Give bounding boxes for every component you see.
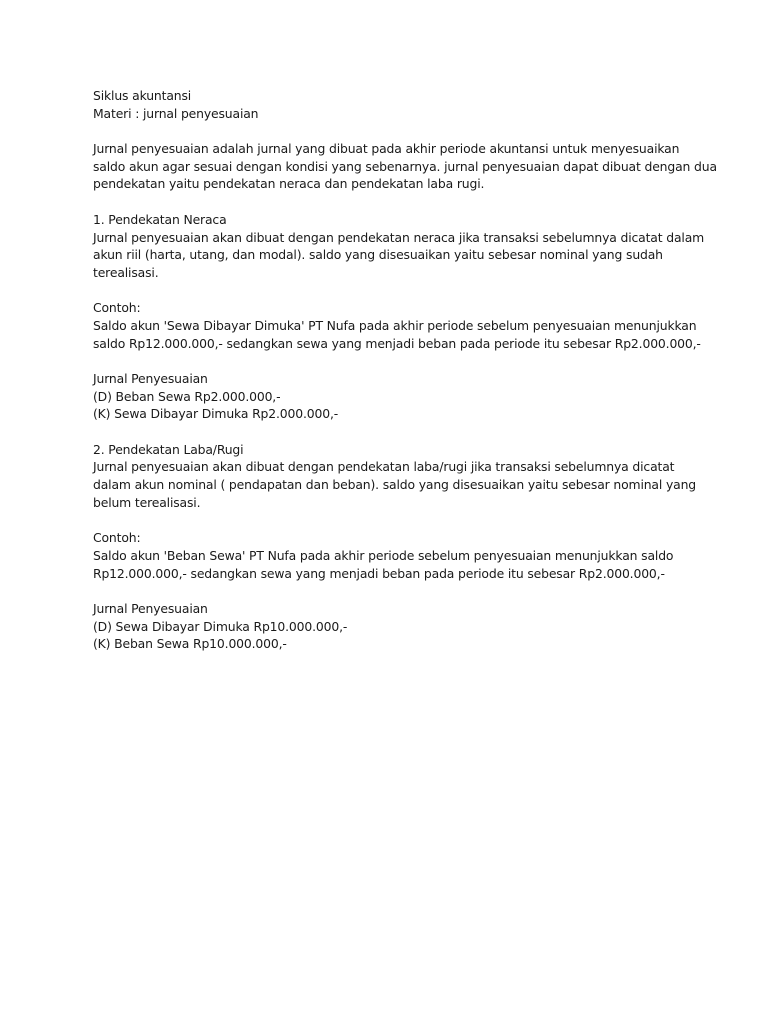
paragraph-spacer <box>93 122 693 140</box>
example-line: Saldo akun 'Sewa Dibayar Dimuka' PT Nufa pada akhir periode sebelum penyesuaian menunjukkan <box>93 317 697 333</box>
example-line: Saldo akun 'Beban Sewa' PT Nufa pada akhir periode sebelum penyesuaian menunjukkan saldo <box>93 547 674 563</box>
document-body <box>93 87 717 653</box>
example-label: Contoh: <box>93 300 141 316</box>
journal-entry: (D) Beban Sewa Rp2.000.000,- <box>93 388 281 404</box>
section-body-line: Jurnal penyesuaian akan dibuat dengan pendekatan laba/rugi jika transaksi sebelumnya dicatat <box>93 459 675 475</box>
section-body-line: belum terealisasi. <box>93 494 201 510</box>
journal-entry: (D) Sewa Dibayar Dimuka Rp10.000.000,- <box>93 618 348 634</box>
paragraph-spacer <box>93 352 693 370</box>
section-heading: 1. Pendekatan Neraca <box>93 211 227 227</box>
section-heading: 2. Pendekatan Laba/Rugi <box>93 441 244 457</box>
paragraph-spacer <box>93 193 693 211</box>
journal-entry: (K) Sewa Dibayar Dimuka Rp2.000.000,- <box>93 406 339 422</box>
section-body-line: terealisasi. <box>93 264 159 280</box>
paragraph-spacer <box>93 423 693 441</box>
journal-label: Jurnal Penyesuaian <box>93 371 208 386</box>
example-line: Rp12.000.000,- sedangkan sewa yang menjadi beban pada periode itu sebesar Rp2.000.000,- <box>93 565 665 581</box>
document-title: Siklus akuntansi <box>93 88 192 103</box>
example-label: Contoh: <box>93 530 141 546</box>
section-body-line: dalam akun nominal ( pendapatan dan beban). saldo yang disesuaikan yaitu sebesar nominal yang <box>93 477 697 493</box>
paragraph-spacer <box>93 512 693 530</box>
paragraph-spacer <box>93 282 693 300</box>
intro-line: pendekatan yaitu pendekatan neraca dan pendekatan laba rugi. <box>93 176 485 192</box>
document-subtitle: Materi : jurnal penyesuaian <box>93 105 259 121</box>
intro-line: Jurnal penyesuaian adalah jurnal yang dibuat pada akhir periode akuntansi untuk menyesuaikan <box>93 141 680 157</box>
journal-label: Jurnal Penyesuaian <box>93 600 208 616</box>
intro-line: saldo akun agar sesuai dengan kondisi yang sebenarnya. jurnal penyesuaian dapat dibuat dengan dua <box>93 158 717 174</box>
example-line: saldo Rp12.000.000,- sedangkan sewa yang menjadi beban pada periode itu sebesar Rp2.000.000,- <box>93 335 701 351</box>
paragraph-spacer <box>93 582 693 600</box>
section-body-line: akun riil (harta, utang, dan modal). saldo yang disesuaikan yaitu sebesar nominal yang sudah <box>93 247 663 263</box>
journal-entry: (K) Beban Sewa Rp10.000.000,- <box>93 636 287 652</box>
section-body-line: Jurnal penyesuaian akan dibuat dengan pendekatan neraca jika transaksi sebelumnya dicatat dalam <box>93 229 705 245</box>
